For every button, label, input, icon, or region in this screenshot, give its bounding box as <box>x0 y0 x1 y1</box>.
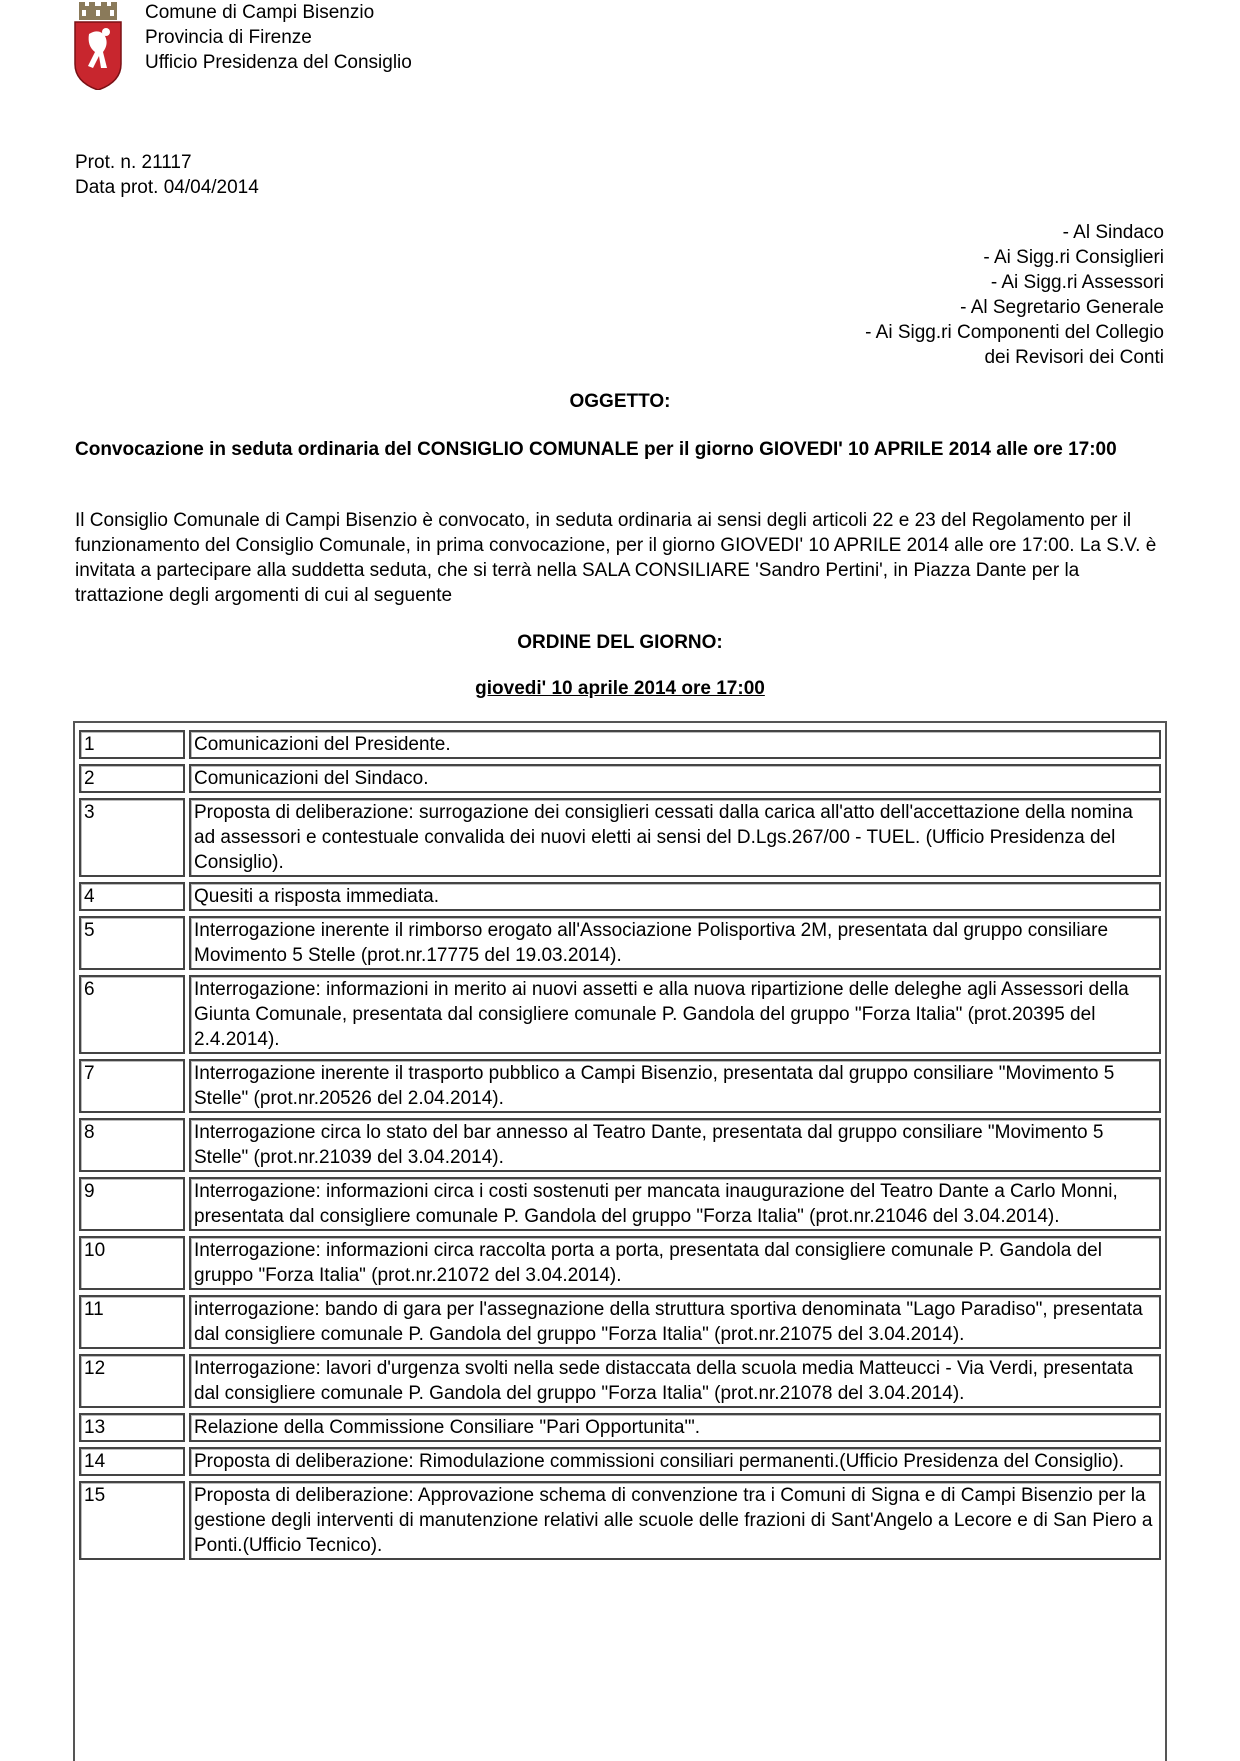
agenda-item-number: 10 <box>79 1236 185 1290</box>
agenda-row <box>79 1413 1161 1442</box>
agenda-row <box>79 1177 1161 1231</box>
agenda-item-text: Interrogazione: lavori d'urgenza svolti nella sede distaccata della scuola media Matteucci - Via Verdi, presentata dal consigliere comunale P. Gandola del gruppo "Forza Italia" (prot.nr.21078 del 3.04.2014). <box>189 1354 1161 1408</box>
agenda-row <box>79 798 1161 877</box>
recipients-list <box>865 220 1164 370</box>
agenda-item-text: Proposta di deliberazione: Rimodulazione commissioni consiliari permanenti.(Ufficio Presidenza del Consiglio). <box>189 1447 1161 1476</box>
agenda-item-text: Proposta di deliberazione: surrogazione dei consiglieri cessati dalla carica all'atto dell'accettazione della nomina ad assessori e contestuale convalida dei nuovi eletti ai sensi del D.Lgs.267/00 - TUEL. (Ufficio Presidenza del Consiglio). <box>189 798 1161 877</box>
agenda-row <box>79 730 1161 759</box>
agenda-row <box>79 1481 1161 1560</box>
letterhead-line-province: Provincia di Firenze <box>145 27 312 48</box>
agenda-item-number: 8 <box>79 1118 185 1172</box>
agenda-title: ORDINE DEL GIORNO: <box>517 632 723 653</box>
agenda-item-text: Interrogazione: informazioni circa i costi sostenuti per mancata inaugurazione del Teatro Dante a Carlo Monni, presentata dal consigliere comunale P. Gandola del gruppo "Forza Italia" (prot.nr.21046 del 3.04.2014). <box>189 1177 1161 1231</box>
agenda-item-text: Quesiti a risposta immediata. <box>189 882 1161 911</box>
agenda-item-text: Interrogazione: informazioni in merito ai nuovi assetti e alla nuova ripartizione delle deleghe agli Assessori della Giunta Comunale, presentata dal consigliere comunale P. Gandola del gruppo "Forza Italia" (prot.20395 del 2.4.2014). <box>189 975 1161 1054</box>
agenda-row <box>79 1059 1161 1113</box>
agenda-row <box>79 1295 1161 1349</box>
recipient-item: - Ai Sigg.ri Consiglieri <box>983 247 1164 268</box>
agenda-item-number: 14 <box>79 1447 185 1476</box>
agenda-item-number: 11 <box>79 1295 185 1349</box>
recipient-item: - Ai Sigg.ri Componenti del Collegio <box>865 322 1164 343</box>
agenda-item-text: Relazione della Commissione Consiliare "Pari Opportunita'". <box>189 1413 1161 1442</box>
agenda-item-text: Comunicazioni del Sindaco. <box>189 764 1161 793</box>
agenda-item-text: Interrogazione: informazioni circa raccolta porta a porta, presentata dal consigliere comunale P. Gandola del gruppo "Forza Italia" (prot.nr.21072 del 3.04.2014). <box>189 1236 1161 1290</box>
agenda-row <box>79 1236 1161 1290</box>
letterhead <box>73 0 773 92</box>
letterhead-line-municipality: Comune di Campi Bisenzio <box>145 2 375 23</box>
protocol-block <box>75 150 259 200</box>
agenda-item-text: Comunicazioni del Presidente. <box>189 730 1161 759</box>
agenda-item-number: 4 <box>79 882 185 911</box>
municipal-crest-icon <box>73 2 123 90</box>
oggetto-label: OGGETTO: <box>569 391 671 412</box>
agenda-table <box>75 725 1165 1565</box>
subject-heading: Convocazione in seduta ordinaria del CONSIGLIO COMUNALE per il giorno GIOVEDI' 10 APRILE 2014 alle ore 17:00 <box>75 439 1117 460</box>
agenda-item-text: Interrogazione inerente il rimborso erogato all'Associazione Polisportiva 2M, presentata dal gruppo consiliare Movimento 5 Stelle (prot.nr.17775 del 19.03.2014). <box>189 916 1161 970</box>
protocol-date: Data prot. 04/04/2014 <box>75 177 259 198</box>
agenda-item-text: Interrogazione circa lo stato del bar annesso al Teatro Dante, presentata dal gruppo consiliare "Movimento 5 Stelle" (prot.nr.21039 del 3.04.2014). <box>189 1118 1161 1172</box>
agenda-item-number: 12 <box>79 1354 185 1408</box>
protocol-number: Prot. n. 21117 <box>75 152 192 173</box>
agenda-item-number: 6 <box>79 975 185 1054</box>
agenda-item-number: 9 <box>79 1177 185 1231</box>
agenda-row <box>79 1118 1161 1172</box>
recipient-item: - Al Sindaco <box>1062 222 1164 243</box>
agenda-item-text: interrogazione: bando di gara per l'assegnazione della struttura sportiva denominata "Lago Paradiso", presentata dal consigliere comunale P. Gandola del gruppo "Forza Italia" (prot.nr.21075 del 3.04.2014). <box>189 1295 1161 1349</box>
agenda-date: giovedi' 10 aprile 2014 ore 17:00 <box>475 678 765 699</box>
agenda-item-number: 7 <box>79 1059 185 1113</box>
agenda-row <box>79 1447 1161 1476</box>
agenda-row <box>79 764 1161 793</box>
agenda-item-text: Interrogazione inerente il trasporto pubblico a Campi Bisenzio, presentata dal gruppo consiliare "Movimento 5 Stelle" (prot.nr.20526 del 2.04.2014). <box>189 1059 1161 1113</box>
agenda-row <box>79 916 1161 970</box>
recipient-item: - Al Segretario Generale <box>960 297 1164 318</box>
agenda-item-number: 3 <box>79 798 185 877</box>
letterhead-line-office: Ufficio Presidenza del Consiglio <box>145 52 412 73</box>
agenda-item-number: 5 <box>79 916 185 970</box>
agenda-item-number: 13 <box>79 1413 185 1442</box>
agenda-table-frame <box>73 721 1167 1761</box>
agenda-row <box>79 882 1161 911</box>
convocation-paragraph: Il Consiglio Comunale di Campi Bisenzio è convocato, in seduta ordinaria ai sensi degli articoli 22 e 23 del Regolamento per il funzionamento del Consiglio Comunale, in prima convocazione, per il giorno GIOVEDI' 10 APRILE 2014 alle ore 17:00. La S.V. è invitata a partecipare alla suddetta seduta, che si terrà nella SALA CONSILIARE 'Sandro Pertini', in Piazza Dante per la trattazione degli argomenti di cui al seguente <box>75 510 1157 606</box>
oggetto-label-row <box>0 389 1240 414</box>
recipient-item: dei Revisori dei Conti <box>984 347 1164 368</box>
agenda-item-number: 2 <box>79 764 185 793</box>
agenda-item-number: 1 <box>79 730 185 759</box>
agenda-item-text: Proposta di deliberazione: Approvazione schema di convenzione tra i Comuni di Signa e di Campi Bisenzio per la gestione degli interventi di manutenzione relativi alle scuole delle frazioni di Sant'Angelo a Lecore e di San Piero a Ponti.(Ufficio Tecnico). <box>189 1481 1161 1560</box>
agenda-item-number: 15 <box>79 1481 185 1560</box>
recipient-item: - Ai Sigg.ri Assessori <box>990 272 1164 293</box>
agenda-row <box>79 1354 1161 1408</box>
agenda-row <box>79 975 1161 1054</box>
